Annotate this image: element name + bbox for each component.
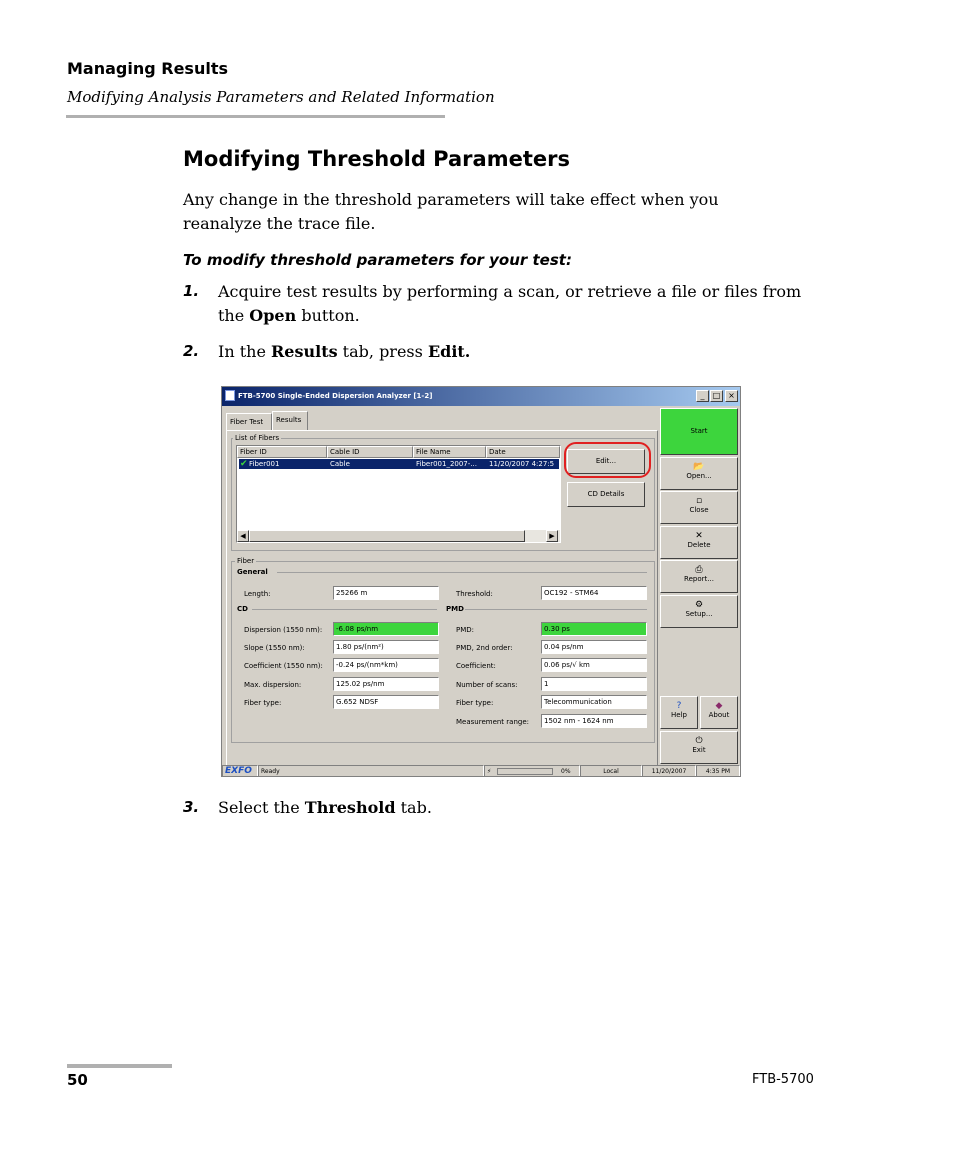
start-button[interactable]: Start bbox=[660, 408, 738, 455]
step-text: button. bbox=[296, 306, 360, 325]
column-header-date[interactable]: Date bbox=[486, 446, 560, 458]
step-number: 3. bbox=[183, 798, 200, 816]
cd-coefficient-label: Coefficient (1550 nm): bbox=[244, 662, 323, 670]
progress-bar bbox=[497, 768, 553, 775]
step-number: 2. bbox=[183, 342, 200, 360]
about-icon: ◆ bbox=[715, 701, 723, 711]
status-ready: Ready bbox=[258, 765, 484, 777]
pmd-range-field: 1502 nm - 1624 nm bbox=[541, 714, 647, 728]
button-label: Setup... bbox=[685, 610, 713, 618]
cd-slope-label: Slope (1550 nm): bbox=[244, 644, 305, 652]
status-bar bbox=[222, 765, 740, 777]
cell-date: 11/20/2007 4:27:5 bbox=[489, 460, 555, 468]
report-icon: ⎙ bbox=[695, 565, 703, 575]
step-bold: Results bbox=[271, 342, 338, 361]
step-text: In the bbox=[218, 342, 271, 361]
column-header-fiber-id[interactable]: Fiber ID bbox=[237, 446, 327, 458]
setup-icon: ⚙ bbox=[694, 600, 704, 610]
report-button[interactable] bbox=[660, 560, 738, 593]
divider bbox=[465, 609, 647, 610]
about-button[interactable] bbox=[700, 696, 738, 729]
step-3-text bbox=[218, 796, 828, 820]
cell-file-name: Fiber001_2007-... bbox=[416, 460, 477, 468]
cd-max-dispersion-field: 125.02 ps/nm bbox=[333, 677, 439, 691]
general-label: General bbox=[237, 568, 268, 576]
tab-results[interactable]: Results bbox=[272, 411, 308, 431]
open-button[interactable] bbox=[660, 457, 738, 490]
product-name: FTB-5700 bbox=[752, 1072, 814, 1087]
pmd-field: 0.30 ps bbox=[541, 622, 647, 636]
status-mode: Local bbox=[580, 765, 642, 777]
scroll-thumb[interactable] bbox=[249, 530, 525, 542]
horizontal-scrollbar[interactable] bbox=[237, 530, 560, 542]
power-icon: ⏻ bbox=[695, 736, 703, 746]
maximize-button[interactable]: □ bbox=[710, 390, 723, 402]
column-header-cable-id[interactable]: Cable ID bbox=[327, 446, 413, 458]
length-label: Length: bbox=[244, 590, 271, 598]
close-window-button[interactable]: × bbox=[725, 390, 738, 402]
list-of-fibers-label: List of Fibers bbox=[235, 434, 280, 442]
table-row[interactable] bbox=[239, 459, 559, 469]
step-text: Select the bbox=[218, 798, 305, 817]
close-file-icon: ▫ bbox=[695, 496, 703, 506]
step-number: 1. bbox=[183, 282, 200, 300]
pmd-coefficient-field: 0.06 ps/√ km bbox=[541, 658, 647, 672]
divider bbox=[252, 609, 437, 610]
cell-fiber-id: Fiber001 bbox=[249, 460, 280, 468]
footer-rule bbox=[67, 1064, 172, 1068]
progress-value: 0% bbox=[561, 768, 571, 775]
button-label: Help bbox=[671, 711, 687, 719]
close-button[interactable] bbox=[660, 491, 738, 524]
running-header-subtitle: Modifying Analysis Parameters and Related Information bbox=[67, 88, 495, 106]
step-bold: Threshold bbox=[304, 798, 396, 817]
step-2-text bbox=[218, 340, 828, 364]
cd-dispersion-field: -6.08 ps/nm bbox=[333, 622, 439, 636]
pmd-scans-label: Number of scans: bbox=[456, 681, 518, 689]
cd-label: CD bbox=[237, 605, 248, 613]
fiber-list[interactable] bbox=[236, 445, 561, 543]
step-text: tab. bbox=[395, 798, 432, 817]
help-button[interactable] bbox=[660, 696, 698, 729]
check-icon: ✔ bbox=[240, 459, 248, 469]
button-label: Exit bbox=[692, 746, 706, 754]
setup-button[interactable] bbox=[660, 595, 738, 628]
pmd-2nd-order-field: 0.04 ps/nm bbox=[541, 640, 647, 654]
cd-slope-field: 1.80 ps/(nm²) bbox=[333, 640, 439, 654]
pmd-label: PMD bbox=[446, 605, 464, 613]
cell-cable-id: Cable bbox=[330, 460, 350, 468]
help-icon: ? bbox=[676, 701, 682, 711]
app-icon bbox=[225, 390, 235, 401]
step-1-text bbox=[218, 280, 828, 328]
fiber-group-label: Fiber bbox=[237, 557, 255, 565]
header-rule bbox=[66, 115, 445, 118]
cd-max-dispersion-label: Max. dispersion: bbox=[244, 681, 302, 689]
scroll-left-icon[interactable]: ◀ bbox=[237, 530, 249, 542]
step-text: tab, press bbox=[337, 342, 428, 361]
status-date: 11/20/2007 bbox=[642, 765, 696, 777]
procedure-title: To modify threshold parameters for your test: bbox=[183, 251, 572, 269]
exit-button[interactable] bbox=[660, 731, 738, 764]
wrench-icon: ⚡ bbox=[487, 768, 492, 775]
divider bbox=[277, 572, 647, 573]
pmd-2nd-order-label: PMD, 2nd order: bbox=[456, 644, 513, 652]
step-text: Acquire test results by performing a scan, or retrieve a file or files from the bbox=[218, 282, 802, 325]
delete-button[interactable] bbox=[660, 526, 738, 559]
cd-dispersion-label: Dispersion (1550 nm): bbox=[244, 626, 323, 634]
edit-button[interactable]: Edit... bbox=[567, 449, 645, 474]
window-title: FTB-5700 Single-Ended Dispersion Analyzer [1-2] bbox=[238, 392, 433, 400]
cd-details-button[interactable]: CD Details bbox=[567, 482, 645, 507]
exfo-logo: EXFO bbox=[222, 765, 258, 777]
pmd-fiber-type-label: Fiber type: bbox=[456, 699, 494, 707]
delete-icon: ✕ bbox=[695, 531, 703, 541]
pmd-label-row: PMD: bbox=[456, 626, 475, 634]
button-label: Delete bbox=[687, 541, 711, 549]
running-header-title: Managing Results bbox=[67, 59, 228, 78]
cd-fiber-type-label: Fiber type: bbox=[244, 699, 282, 707]
intro-paragraph: Any change in the threshold parameters will take effect when you reanalyze the trace file. bbox=[183, 190, 719, 233]
pmd-scans-field: 1 bbox=[541, 677, 647, 691]
folder-icon: 📂 bbox=[693, 462, 705, 472]
threshold-label: Threshold: bbox=[456, 590, 493, 598]
button-label: Report... bbox=[684, 575, 714, 583]
status-time: 4:35 PM bbox=[696, 765, 740, 777]
threshold-field: OC192 - STM64 bbox=[541, 586, 647, 600]
highlight-circle bbox=[564, 442, 651, 478]
pmd-range-label: Measurement range: bbox=[456, 718, 529, 726]
length-field: 25266 m bbox=[333, 586, 439, 600]
scroll-right-icon[interactable]: ▶ bbox=[546, 530, 558, 542]
progress-cell bbox=[484, 765, 580, 777]
cd-coefficient-field: -0.24 ps/(nm*km) bbox=[333, 658, 439, 672]
step-bold: Edit. bbox=[427, 342, 471, 361]
tab-fiber-test[interactable]: Fiber Test bbox=[226, 413, 272, 431]
column-header-file-name[interactable]: File Name bbox=[413, 446, 486, 458]
button-label: About bbox=[708, 711, 730, 719]
section-heading: Modifying Threshold Parameters bbox=[183, 147, 570, 171]
pmd-fiber-type-field: Telecommunication bbox=[541, 695, 647, 709]
pmd-coefficient-label: Coefficient: bbox=[456, 662, 496, 670]
app-window bbox=[221, 386, 741, 777]
cd-fiber-type-field: G.652 NDSF bbox=[333, 695, 439, 709]
button-label: Open... bbox=[686, 472, 712, 480]
minimize-button[interactable]: _ bbox=[696, 390, 709, 402]
button-label: Close bbox=[689, 506, 709, 514]
step-bold: Open bbox=[249, 306, 297, 325]
page-number: 50 bbox=[67, 1071, 88, 1089]
